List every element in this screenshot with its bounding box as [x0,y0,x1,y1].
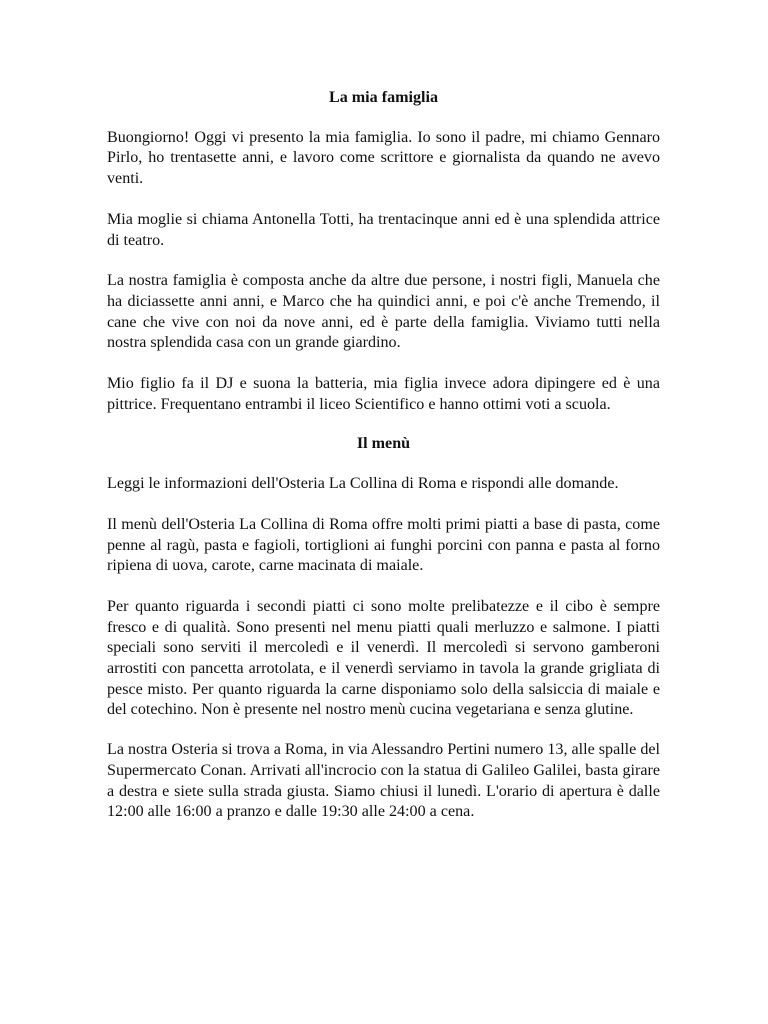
paragraph-second-courses: Per quanto riguarda i secondi piatti ci sono molte prelibatezze e il cibo è sempre fresco e di qualità. Sono presenti nel menu piatti quali merluzzo e salmone. I piatti speciali sono serviti il mercoledì e il venerdì. Il mercoledì si servono gamberoni arrostiti con pancetta arrotolata, e il venerdì serviamo in tavola la grande grigliata di pesce misto. Per quanto riguarda la carne disponiamo solo della salsiccia di maiale e del cotechino. Non è presente nel nostro menù cucina vegetariana e senza glutine. [107,597,660,719]
paragraph-hobbies: Mio figlio fa il DJ e suona la batteria, mia figlia invece adora dipingere ed è una pittrice. Frequentano entrambi il liceo Scientifico e hanno ottimi voti a scuola. [107,375,660,413]
paragraph-wife: Mia moglie si chiama Antonella Totti, ha trentacinque anni ed è una splendida attrice di teatro. [107,210,660,249]
section-title-menu: Il menù [356,435,411,453]
paragraph-instructions: Leggi le informazioni dell'Osteria La Collina di Roma e rispondi alle domande. [107,475,619,493]
section-title-family: La mia famiglia [328,89,439,106]
document-page [107,88,660,823]
paragraph-location-hours: La nostra Osteria si trova a Roma, in via Alessandro Pertini numero 13, alle spalle del Supermercato Conan. Arrivati all'incrocio con la statua di Galileo Galilei, basta girare a destra e siete sulla strada giusta. Siamo chiusi il lunedì. L'orario di apertura è dalle 12:00 alle 16:00 a pranzo e dalle 19:30 alle 24:00 a cena. [107,741,660,821]
paragraph-introduction: Buongiorno! Oggi vi presento la mia famiglia. Io sono il padre, mi chiamo Gennaro Pirlo, ho trentasette anni, e lavoro come scrittore e giornalista da quando ne avevo venti. [107,128,660,188]
paragraph-children: La nostra famiglia è composta anche da altre due persone, i nostri figli, Manuela che ha diciassette anni anni, e Marco che ha quindici anni, e poi c'è anche Tremendo, il cane che vive con noi da nove anni, ed è parte della famiglia. Viviamo tutti nella nostra splendida casa con un grande giardino. [107,272,660,352]
paragraph-first-courses: Il menù dell'Osteria La Collina di Roma offre molti primi piatti a base di pasta, come penne al ragù, pasta e fagioli, tortiglioni ai funghi porcini con panna e pasta al forno ripiena di uova, carote, carne macinata di maiale. [107,515,660,575]
